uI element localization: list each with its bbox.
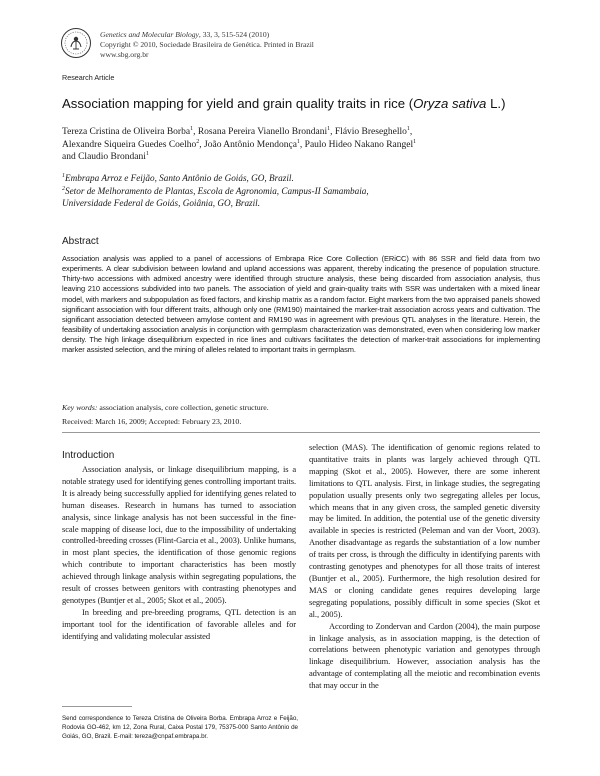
author: Rosana Pereira Vianello Brondani$^1$, [197, 126, 335, 137]
affiliations [62, 172, 552, 210]
keywords-label: Key words: [62, 403, 98, 412]
paragraph: Association analysis, or linkage disequilibrium mapping, is a notable strategy used for identifying genes controlling important traits. It is already being successfully applied for identifying genes related to human diseases. Research in humans has turned to association analysis, since linkage analysis has not been successful in the fine-scale mapping of disease loci, due to the impossibility of undertaking controlled-breeding crosses (Flint-Garcia et al., 2003). Unlike humans, in most plant species, the identification of those genomic regions which contribute to important characteristics has been mostly achieved through linkage analysis within segregating populations, the result of crosses between genitors with contrasting phenotypes and genotypes (Buntjer et al., 2005; Skot et al., 2005). [62, 464, 296, 605]
author: Paulo Hideo Nakano Rangel$^1$ [304, 138, 417, 150]
keywords [62, 403, 542, 412]
author: Alexandre Siqueira Guedes Coelho$^2$, [62, 138, 205, 150]
paper-title [62, 96, 562, 111]
author: Tereza Cristina de Oliveira Borba$^1$, [62, 126, 198, 137]
author: Flávio Breseghello$^1$, [334, 126, 413, 137]
author: João Antônio Mendonça$^1$, [204, 138, 305, 150]
journal-citation: , 33, 3, 515-524 (2010) [198, 30, 270, 39]
body-column-right [309, 442, 540, 692]
paragraph: selection (MAS). The identification of genomic regions related to quantitative traits in plants was largely achieved through QTL mapping (Skot et al., 2005). However, there are some inherent limitations to QTL analysis. First, in linkage studies, the segregating population usually presents only two segregating alleles per locus, which means that in any given cross, the sampled genetic diversity may be limited. In addition, the potential use of the genetic diversity available in species is restricted (Peleman and van der Voort, 2003). Another disadvantage as regards the substantiation of a low number of traits per cross, is through the difficulty in identifying parents with contrasting genotypes and phenotypes for all those traits of interest (Buntjer et al., 2005). Furthermore, the high resolution desired for MAS or cloning candidate genes requires developing large segregating populations, possibly difficult in some species (Skot et al., 2005). [309, 442, 540, 619]
title-main: Association mapping for yield and grain quality traits in rice ( [62, 96, 414, 111]
journal-header [100, 30, 314, 60]
title-species: Oryza sativa [413, 96, 487, 111]
affiliation: $^1$Embrapa Arroz e Feijão, Santo Antônio de Goiás, GO, Brazil. [62, 173, 294, 183]
keywords-list: association analysis, core collection, genetic structure. [97, 403, 269, 412]
correspondence-footnote: Send correspondence to Tereza Cristina de Oliveira Borba. Embrapa Arroz e Feijão, Rodovia GO-462, km 12, Zona Rural, Caixa Postal 179, 75375-000 Santo Antônio de Goiás, GO, Brazil. E-mail: tereza@cnpaf.embrapa.br. [62, 715, 298, 741]
journal-name: Genetics and Molecular Biology [100, 30, 199, 39]
paragraph: According to Zondervan and Cardon (2004), the main purpose in linkage analysis, as in association mapping, is the detection of correlations between phenotypic variation and genotypes through linkage disequilibrium. However, association analysis has the advantage of contemplating all the meiotic and recombination events that may occur in the [309, 620, 540, 691]
introduction-heading: Introduction [62, 450, 115, 461]
affiliation: Universidade Federal de Goiás, Goiânia, GO, Brazil. [62, 198, 261, 209]
paragraph: In breeding and pre-breeding programs, QTL detection is an important tool for the identification of favorable alleles and for identifying and validating molecular assisted [62, 606, 296, 641]
footnote-divider [62, 706, 132, 707]
abstract-text: Association analysis was applied to a panel of accessions of Embrapa Rice Core Collection (ERiCC) with 86 SSR and field data from two experiments. A clear subdivision between lowland and upland accessions was apparent, thereby indicating the presence of population structure. Thirty-two accessions with admixed ancestry were identified through structure analysis, these being discarded from association analysis, thus leaving 210 accessions subdivided into two panels. The association of yield and grain-quality traits with SSR was undertaken with a mixed linear model, with markers and subpopulation as fixed factors, and kinship matrix as a random factor. Eight markers from the two appraised panels showed significant association with four different traits, although only one (RM190) maintained the marker-trait association across years and cultivation. The significant association detected between amylose content and RM190 was in agreement with previous QTL analyses in the literature. Herein, the feasibility of undertaking association analysis in conjunction with germplasm characterization was demonstrated, even when considering low marker density. The high linkage disequilibrium expected in rice lines and cultivars facilitates the detection of marker-trait associations for implementing marker assisted selection, and the mining of alleles related to important traits in germplasm. [62, 254, 540, 355]
received-dates: Received: March 16, 2009; Accepted: February 23, 2010. [62, 417, 242, 426]
body-column-left [62, 464, 296, 643]
section-divider [62, 432, 540, 433]
website-link[interactable]: www.sbg.org.br [100, 50, 149, 59]
copyright-line: Copyright © 2010, Sociedade Brasileira de Genética. Printed in Brazil [100, 40, 314, 49]
title-end: L.) [486, 96, 506, 111]
affiliation: $^2$Setor de Melhoramento de Plantas, Escola de Agronomia, Campus-II Samambaia, [62, 185, 369, 196]
author-list [62, 126, 552, 164]
sbg-logo-icon [60, 27, 92, 59]
article-type: Research Article [62, 73, 115, 82]
author: and Claudio Brondani$^1$ [62, 151, 149, 163]
abstract-heading: Abstract [62, 236, 99, 247]
